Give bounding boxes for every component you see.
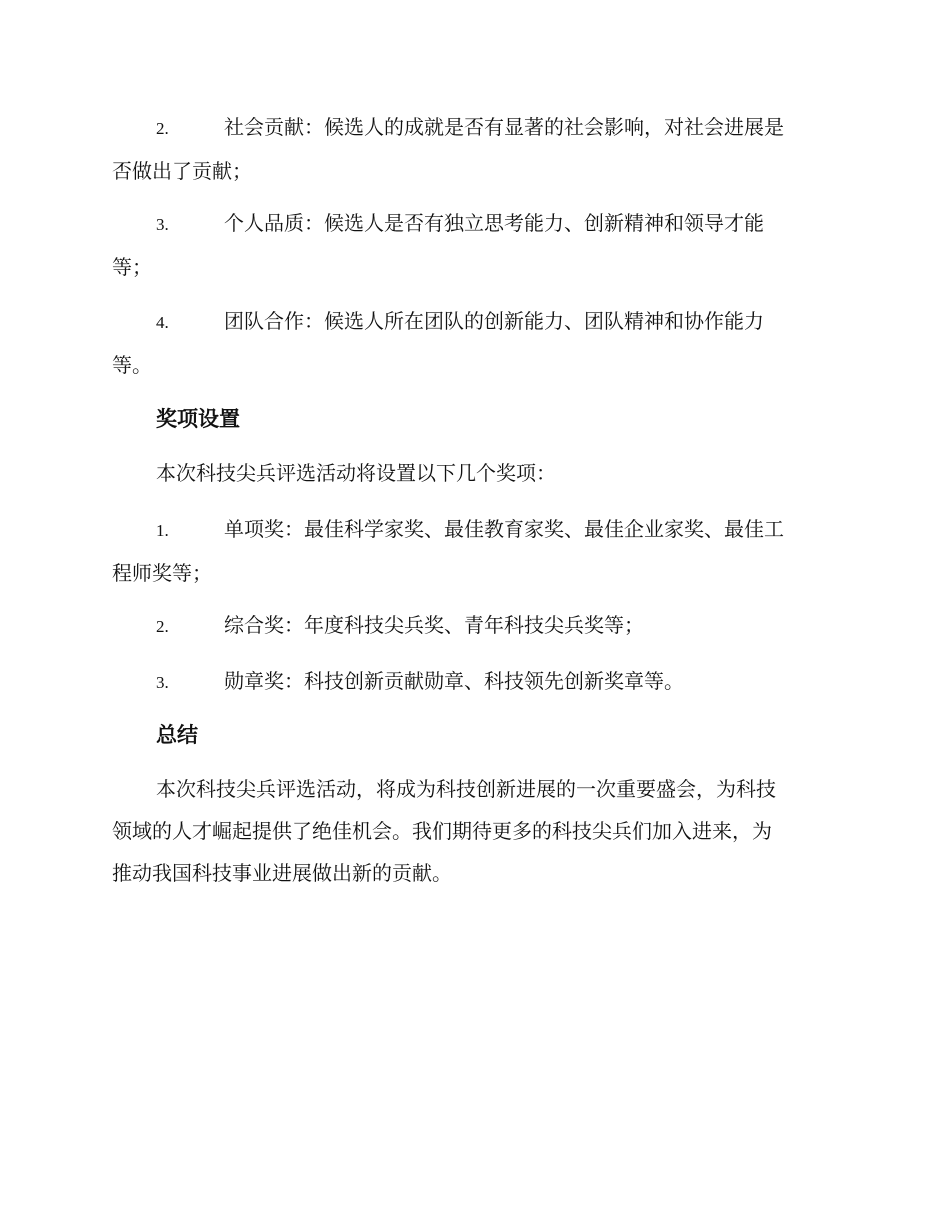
list-item-text: 勋章奖：科技创新贡献勋章、科技领先创新奖章等。 bbox=[224, 669, 684, 693]
list-item-continuation: 否做出了贡献； bbox=[112, 159, 252, 183]
list-item bbox=[112, 300, 834, 386]
paragraph-line: 本次科技尖兵评选活动，将成为科技创新进展的一次重要盛会，为科技 bbox=[156, 777, 776, 801]
list-item-number: 2. bbox=[156, 617, 169, 636]
list-item bbox=[112, 508, 834, 594]
list-item-text: 团队合作：候选人所在团队的创新能力、团队精神和协作能力 bbox=[224, 309, 764, 333]
paragraph-line: 推动我国科技事业进展做出新的贡献。 bbox=[112, 861, 452, 885]
list-item-number: 3. bbox=[156, 215, 169, 234]
list-item-line bbox=[112, 202, 834, 246]
summary-paragraph bbox=[112, 768, 834, 894]
list-item-number: 3. bbox=[156, 673, 169, 692]
list-item-continuation: 等。 bbox=[112, 353, 152, 377]
section-heading-summary: 总结 bbox=[156, 723, 198, 747]
list-item-line bbox=[112, 660, 834, 704]
list-item-number: 1. bbox=[156, 521, 169, 540]
list-item-text: 单项奖：最佳科学家奖、最佳教育家奖、最佳企业家奖、最佳工 bbox=[224, 517, 784, 541]
list-item-line bbox=[112, 106, 834, 150]
list-item-text: 社会贡献：候选人的成就是否有显著的社会影响，对社会进展是 bbox=[224, 115, 784, 139]
list-item bbox=[112, 202, 834, 288]
list-item bbox=[112, 660, 834, 704]
list-item-number: 4. bbox=[156, 313, 169, 332]
list-item-continuation: 程师奖等； bbox=[112, 561, 212, 585]
list-item-continuation: 等； bbox=[112, 255, 152, 279]
section-heading-awards: 奖项设置 bbox=[156, 407, 240, 431]
list-item-line bbox=[112, 604, 834, 648]
awards-intro bbox=[112, 452, 834, 494]
paragraph-line: 领域的人才崛起提供了绝佳机会。我们期待更多的科技尖兵们加入进来，为 bbox=[112, 819, 772, 843]
list-item bbox=[112, 604, 834, 648]
list-item-text: 个人品质：候选人是否有独立思考能力、创新精神和领导才能 bbox=[224, 211, 764, 235]
paragraph-line: 本次科技尖兵评选活动将设置以下几个奖项： bbox=[156, 461, 556, 485]
list-item-text: 综合奖：年度科技尖兵奖、青年科技尖兵奖等； bbox=[224, 613, 644, 637]
list-item-line bbox=[112, 508, 834, 552]
list-item bbox=[112, 106, 834, 192]
list-item-line bbox=[112, 300, 834, 344]
list-item-number: 2. bbox=[156, 119, 169, 138]
